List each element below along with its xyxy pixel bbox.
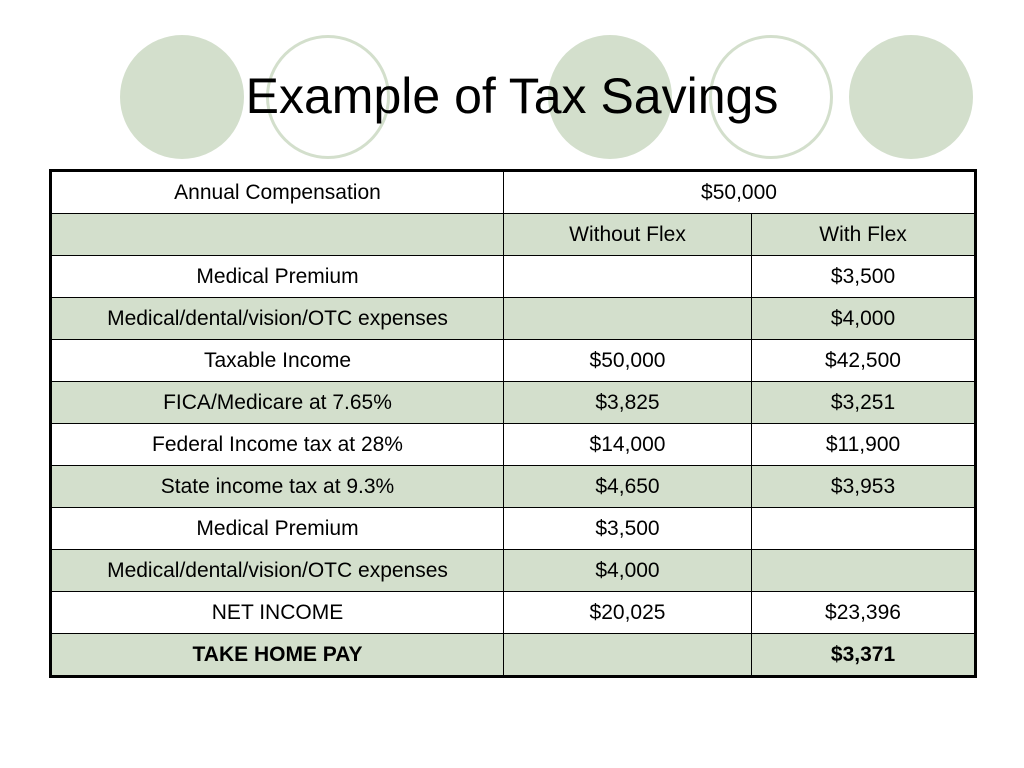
cell-with-flex: $4,000 (752, 298, 976, 340)
cell-without-flex (504, 256, 752, 298)
cell-without-flex: $14,000 (504, 424, 752, 466)
table-row (51, 550, 976, 592)
cell-without-flex: $4,650 (504, 466, 752, 508)
row-label: Medical/dental/vision/OTC expenses (51, 298, 504, 340)
cell-without-flex: $50,000 (504, 340, 752, 382)
row-label: NET INCOME (51, 592, 504, 634)
table-row (51, 298, 976, 340)
annual-compensation-value: $50,000 (504, 171, 976, 214)
cell-without-flex: $20,025 (504, 592, 752, 634)
cell-with-flex: $23,396 (752, 592, 976, 634)
annual-compensation-label: Annual Compensation (51, 171, 504, 214)
column-header-with-flex: With Flex (752, 214, 976, 256)
cell-without-flex: $4,000 (504, 550, 752, 592)
table-row-annual-compensation (51, 171, 976, 214)
cell-with-flex (752, 508, 976, 550)
table-header-row (51, 214, 976, 256)
row-label: TAKE HOME PAY (51, 634, 504, 677)
cell-with-flex: $3,500 (752, 256, 976, 298)
row-label: Medical Premium (51, 256, 504, 298)
tax-savings-table (49, 169, 977, 678)
row-label: State income tax at 9.3% (51, 466, 504, 508)
cell-with-flex (752, 550, 976, 592)
cell-with-flex: $3,251 (752, 382, 976, 424)
cell-with-flex: $3,953 (752, 466, 976, 508)
row-label: FICA/Medicare at 7.65% (51, 382, 504, 424)
cell-without-flex: $3,500 (504, 508, 752, 550)
cell-with-flex: $3,371 (752, 634, 976, 677)
row-label: Federal Income tax at 28% (51, 424, 504, 466)
table-row (51, 466, 976, 508)
table-row-take-home-pay (51, 634, 976, 677)
table-row (51, 508, 976, 550)
table-row (51, 382, 976, 424)
cell-without-flex: $3,825 (504, 382, 752, 424)
row-label: Medical Premium (51, 508, 504, 550)
table-row (51, 256, 976, 298)
table-row (51, 424, 976, 466)
column-header-label (51, 214, 504, 256)
table-row-net-income (51, 592, 976, 634)
slide-title: Example of Tax Savings (245, 68, 779, 124)
table-row (51, 340, 976, 382)
cell-without-flex (504, 298, 752, 340)
cell-without-flex (504, 634, 752, 677)
column-header-without-flex: Without Flex (504, 214, 752, 256)
row-label: Taxable Income (51, 340, 504, 382)
row-label: Medical/dental/vision/OTC expenses (51, 550, 504, 592)
cell-with-flex: $11,900 (752, 424, 976, 466)
cell-with-flex: $42,500 (752, 340, 976, 382)
